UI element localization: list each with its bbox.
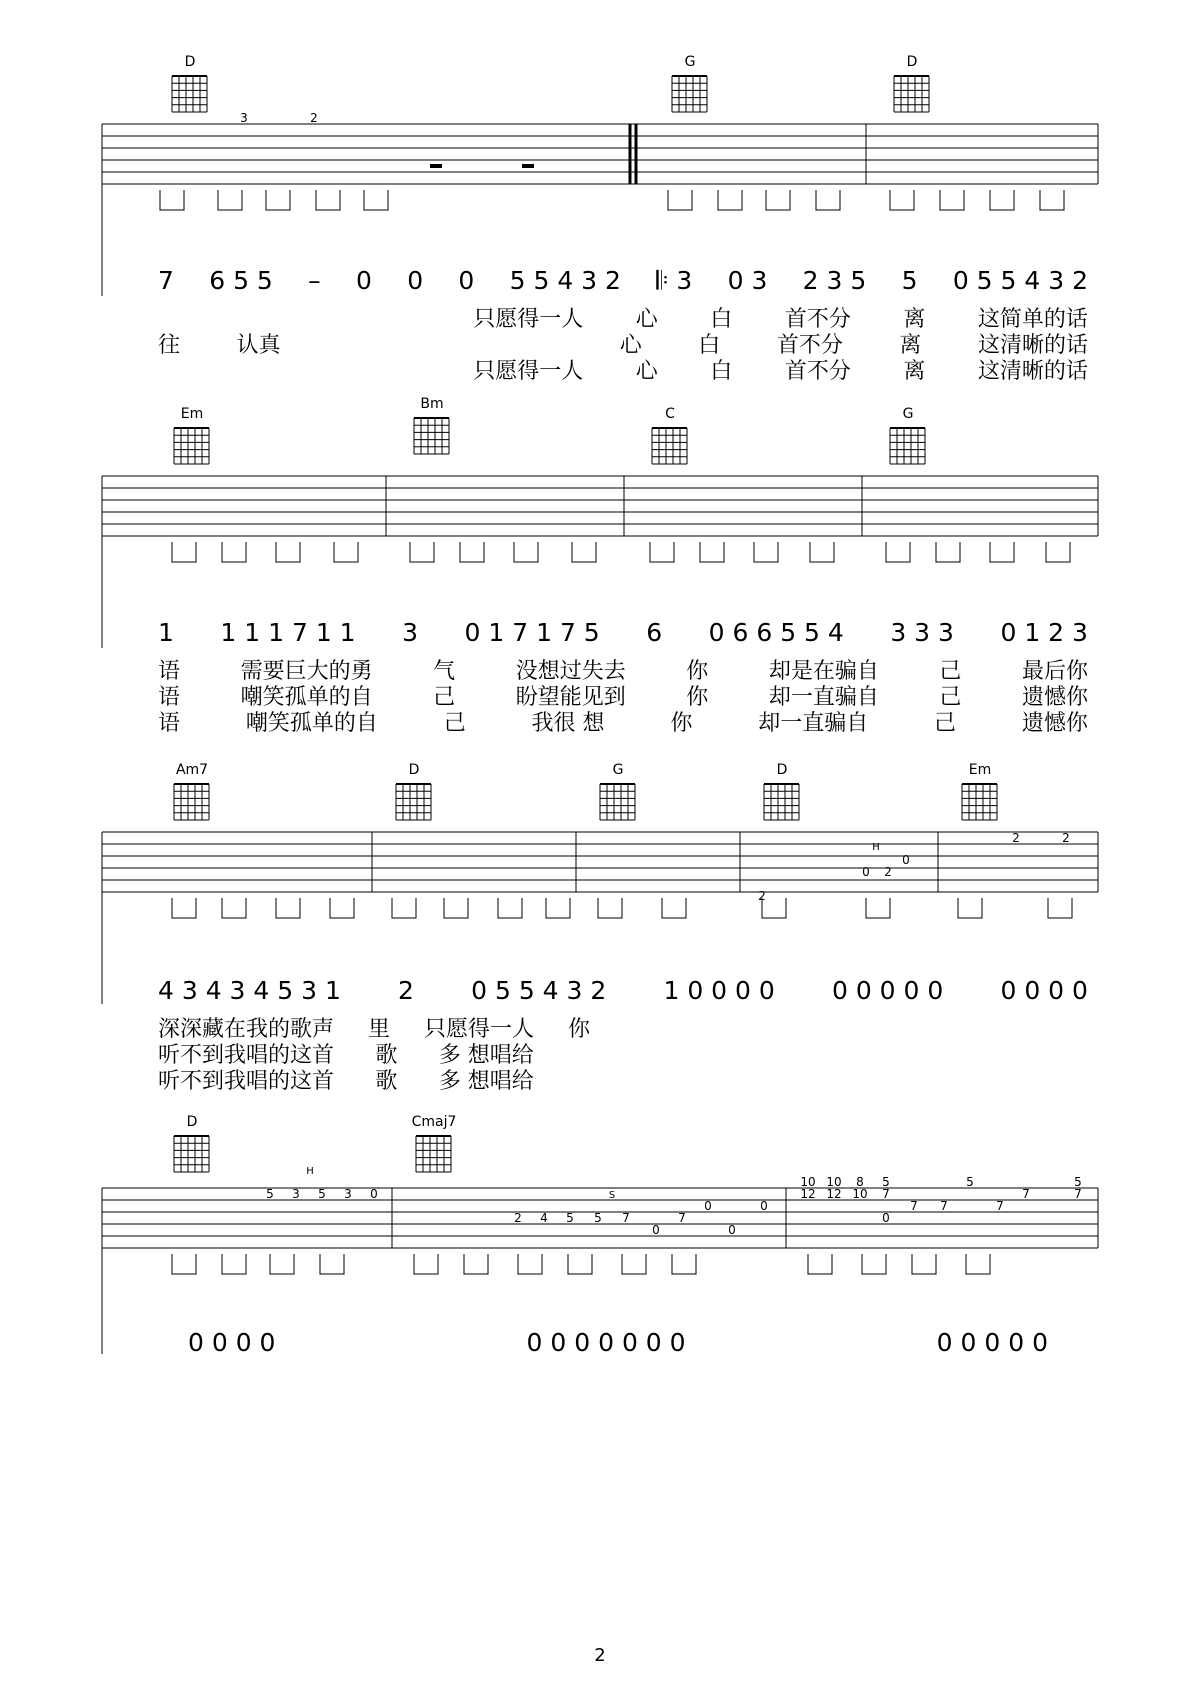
lyrics-line-2: 听不到我唱的这首 歌 多 想唱给 xyxy=(158,1043,534,1068)
svg-text:5: 5 xyxy=(266,1187,274,1201)
system-2 xyxy=(0,396,1200,736)
jianpu-row: 4 3 4 3 4 5 3 1 2 0 5 5 4 3 2 1 0 0 0 0 0 0 0 0 0 0 0 0 0 xyxy=(158,976,1088,1005)
chord-diagram: Em xyxy=(162,406,222,470)
svg-text:3: 3 xyxy=(344,1187,352,1201)
svg-text:10: 10 xyxy=(826,1175,842,1189)
chord-diagram: C xyxy=(640,406,700,470)
jianpu-row: 0 0 0 0 0 0 0 0 0 0 0 0 0 0 0 0 xyxy=(188,1328,1048,1357)
svg-text:7: 7 xyxy=(882,1187,890,1201)
svg-text:0: 0 xyxy=(902,853,910,867)
svg-text:12: 12 xyxy=(800,1187,816,1201)
svg-text:7: 7 xyxy=(1022,1187,1030,1201)
svg-text:5: 5 xyxy=(318,1187,326,1201)
chord-grid xyxy=(960,780,1002,824)
svg-text:7: 7 xyxy=(622,1211,630,1225)
chord-diagram: Bm xyxy=(402,396,462,460)
chord-diagram: D xyxy=(160,54,220,118)
chord-diagram: D xyxy=(752,762,812,826)
chord-grid xyxy=(172,780,214,824)
svg-text:7: 7 xyxy=(940,1199,948,1213)
svg-text:5: 5 xyxy=(966,1175,974,1189)
svg-text:S: S xyxy=(608,1190,616,1201)
svg-text:7: 7 xyxy=(678,1211,686,1225)
chord-diagram: Am7 xyxy=(162,762,222,826)
chord-grid xyxy=(762,780,804,824)
lyrics-line-3: 只愿得一人 心 白 首不分 离 这清晰的话 xyxy=(473,359,1088,384)
lyrics-line-2: 语 嘲笑孤单的自 己 盼望能见到 你 却一直骗自 己 遗憾你 xyxy=(158,685,1088,710)
svg-text:3: 3 xyxy=(240,111,248,125)
chord-grid xyxy=(414,1132,456,1176)
lyrics-line-1: 只愿得一人 心 白 首不分 离 这简单的话 xyxy=(473,307,1088,332)
svg-text:2: 2 xyxy=(884,865,892,879)
svg-text:10: 10 xyxy=(800,1175,816,1189)
system-1 xyxy=(0,40,1200,384)
svg-text:0: 0 xyxy=(862,865,870,879)
svg-text:5: 5 xyxy=(882,1175,890,1189)
svg-text:7: 7 xyxy=(910,1199,918,1213)
chord-diagram: Em xyxy=(950,762,1010,826)
svg-text:7: 7 xyxy=(1074,1187,1082,1201)
chord-grid xyxy=(170,72,212,116)
svg-text:5: 5 xyxy=(566,1211,574,1225)
svg-text:0: 0 xyxy=(760,1199,768,1213)
svg-text:0: 0 xyxy=(728,1223,736,1237)
chord-grid xyxy=(394,780,436,824)
svg-text:2: 2 xyxy=(514,1211,522,1225)
chord-diagram: G xyxy=(660,54,720,118)
chord-grid xyxy=(172,1132,214,1176)
svg-text:2: 2 xyxy=(758,889,766,903)
system-4 xyxy=(0,1108,1200,1368)
chord-diagram: G xyxy=(588,762,648,826)
svg-text:2: 2 xyxy=(310,111,318,125)
lyrics-line-1: 语 需要巨大的勇 气 没想过失去 你 却是在骗自 己 最后你 xyxy=(158,659,1088,684)
svg-text:3: 3 xyxy=(292,1187,300,1201)
svg-text:0: 0 xyxy=(370,1187,378,1201)
lyrics-line-3: 听不到我唱的这首 歌 多 想唱给 xyxy=(158,1069,534,1094)
svg-text:0: 0 xyxy=(652,1223,660,1237)
svg-text:5: 5 xyxy=(1074,1175,1082,1189)
chord-diagram: D xyxy=(384,762,444,826)
lyrics-line-3: 语 嘲笑孤单的自 己 我很 想 你 却一直骗自 己 遗憾你 xyxy=(158,711,1088,736)
page-number: 2 xyxy=(594,1645,606,1666)
svg-text:4: 4 xyxy=(540,1211,548,1225)
svg-text:7: 7 xyxy=(996,1199,1004,1213)
chord-grid xyxy=(670,72,712,116)
svg-text:0: 0 xyxy=(704,1199,712,1213)
chord-grid xyxy=(892,72,934,116)
chord-grid xyxy=(650,424,692,468)
chord-grid xyxy=(412,414,454,458)
chord-diagram: D xyxy=(882,54,942,118)
svg-text:2: 2 xyxy=(1012,831,1020,845)
chord-grid xyxy=(888,424,930,468)
svg-text:H: H xyxy=(306,1166,314,1177)
svg-text:12: 12 xyxy=(826,1187,842,1201)
svg-text:H: H xyxy=(872,842,880,853)
svg-text:8: 8 xyxy=(856,1175,864,1189)
chord-diagram: Cmaj7 xyxy=(404,1114,464,1178)
svg-text:0: 0 xyxy=(882,1211,890,1225)
chord-diagram: D xyxy=(162,1114,222,1178)
svg-text:5: 5 xyxy=(594,1211,602,1225)
system-3 xyxy=(0,752,1200,1092)
lyrics-line-2: 往 认真 心 白 首不分 离 这清晰的话 xyxy=(158,333,1088,358)
chord-diagram: G xyxy=(878,406,938,470)
jianpu-row: 1 1 1 1 7 1 1 3 0 1 7 1 7 5 6 0 6 6 5 5 4 3 3 3 0 1 2 3 xyxy=(158,618,1088,647)
chord-grid xyxy=(598,780,640,824)
svg-text:2: 2 xyxy=(1062,831,1070,845)
svg-text:10: 10 xyxy=(852,1187,868,1201)
lyrics-line-1: 深深藏在我的歌声 里 只愿得一人 你 xyxy=(158,1017,591,1042)
jianpu-row: 7 6 5 5 – 0 0 0 5 5 4 3 2 𝄆 3 0 3 2 3 5 5 0 5 5 4 3 2 xyxy=(158,266,1088,295)
chord-grid xyxy=(172,424,214,468)
